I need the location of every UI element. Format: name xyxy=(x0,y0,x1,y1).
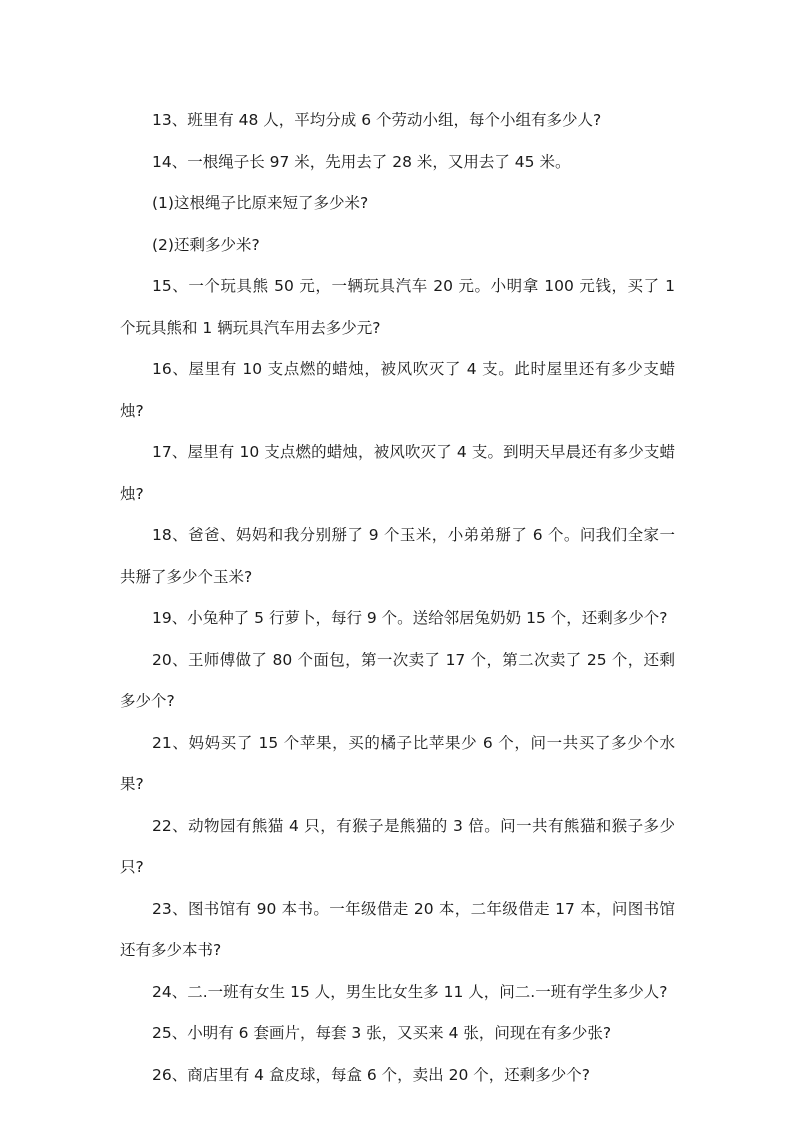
problem-16: 16、屋里有 10 支点燃的蜡烛，被风吹灭了 4 支。此时屋里还有多少支蜡烛? xyxy=(120,360,675,420)
problem-19: 19、小兔种了 5 行萝卜，每行 9 个。送给邻居兔奶奶 15 个，还剩多少个? xyxy=(152,609,668,627)
problem-25: 25、小明有 6 套画片，每套 3 张，又买来 4 张，问现在有多少张? xyxy=(152,1024,612,1042)
problem-15: 15、一个玩具熊 50 元，一辆玩具汽车 20 元。小明拿 100 元钱，买了 1 个玩具熊和 1 辆玩具汽车用去多少元? xyxy=(120,277,675,337)
problem-14-part-1: (1)这根绳子比原来短了多少米? xyxy=(152,194,369,212)
problem-22: 22、动物园有熊猫 4 只，有猴子是熊猫的 3 倍。问一共有熊猫和猴子多少只? xyxy=(120,816,675,876)
problem-list xyxy=(120,100,675,1096)
problem-17: 17、屋里有 10 支点燃的蜡烛，被风吹灭了 4 支。到明天早晨还有多少支蜡烛? xyxy=(120,443,675,503)
problem-13: 13、班里有 48 人，平均分成 6 个劳动小组，每个小组有多少人? xyxy=(152,111,602,129)
problem-18: 18、爸爸、妈妈和我分别掰了 9 个玉米，小弟弟掰了 6 个。问我们全家一共掰了多少个玉米? xyxy=(120,526,675,586)
problem-14-part-2: (2)还剩多少米? xyxy=(152,235,260,254)
problem-21: 21、妈妈买了 15 个苹果，买的橘子比苹果少 6 个，问一共买了多少个水果? xyxy=(120,733,675,793)
problem-23: 23、图书馆有 90 本书。一年级借走 20 本，二年级借走 17 本，问图书馆还有多少本书? xyxy=(120,899,675,959)
problem-14: 14、一根绳子长 97 米，先用去了 28 米，又用去了 45 米。 xyxy=(152,152,571,171)
problem-26: 26、商店里有 4 盒皮球，每盒 6 个，卖出 20 个，还剩多少个? xyxy=(152,1065,590,1084)
problem-20: 20、王师傅做了 80 个面包，第一次卖了 17 个，第二次卖了 25 个，还剩多少个? xyxy=(120,650,675,710)
problem-24: 24、二.一班有女生 15 人，男生比女生多 11 人，问二.一班有学生多少人? xyxy=(152,982,668,1001)
